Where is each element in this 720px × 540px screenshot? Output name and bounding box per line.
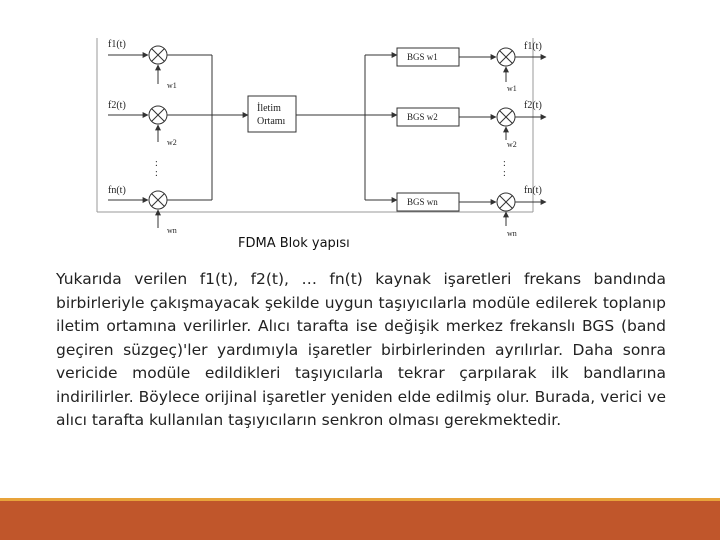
- filter-output-arrows: [459, 57, 496, 202]
- rx-distribution-bus: [296, 55, 365, 200]
- rx-continuation-dots-2: :: [503, 168, 506, 179]
- rx-carrier-label-w1: w1: [507, 84, 517, 93]
- tx-summing-bus: [167, 55, 212, 200]
- rx-carrier-label-wn: wn: [507, 229, 517, 238]
- rx-multiplier-2: [497, 108, 515, 126]
- tx-multiplier-n: [149, 191, 167, 209]
- channel-label-line2: Ortamı: [257, 116, 286, 127]
- rx-continuation-dots: :: [503, 158, 506, 169]
- input-label-fn: fn(t): [108, 185, 126, 196]
- carrier-label-w2: w2: [167, 138, 177, 147]
- tx-continuation-dots: :: [155, 158, 158, 169]
- output-label-fn: fn(t): [524, 185, 542, 196]
- tx-multiplier-1: [149, 46, 167, 64]
- rx-output-arrows: [515, 57, 546, 202]
- tx-continuation-dots-2: :: [155, 168, 158, 179]
- footer-bar: [0, 501, 720, 540]
- filter-input-arrows: [365, 55, 397, 200]
- rx-carrier-label-w2: w2: [507, 140, 517, 149]
- fdma-block-diagram: [0, 0, 720, 240]
- carrier-label-wn: wn: [167, 226, 177, 235]
- bgs-filter-2-label: BGS w2: [407, 112, 438, 122]
- tx-input-arrows: [108, 55, 148, 200]
- body-paragraph: Yukarıda verilen f1(t), f2(t), … fn(t) kaynak işaretleri frekans bandında birbirleriyle çakışmayacak şekilde uygun taşıyıcılarla modüle edilerek toplanıp iletim ortamına verilirler. Alıcı tarafta ise değişik merkez frekanslı BGS (band geçiren süzgeç)'ler yardımıyla işaretler birbirlerinden ayrılırlar. Daha sonra vericide modüle edildikleri taşıyıcılarla tekrar çarpılarak ilk bandlarına indirilirler. Böylece orijinal işaretler yeniden elde edilmiş olur. Burada, verici ve alıcı tarafta kullanılan taşıyıcıların senkron olması gerekmektedir.: [56, 270, 666, 429]
- diagram-frame: [97, 38, 533, 212]
- output-label-f1: f1(t): [524, 41, 542, 52]
- tx-multiplier-2: [149, 106, 167, 124]
- carrier-label-w1: w1: [167, 81, 177, 90]
- channel-label-line1: İletim: [257, 103, 281, 114]
- rx-multiplier-n: [497, 193, 515, 211]
- input-label-f1: f1(t): [108, 39, 126, 50]
- bgs-filter-n-label: BGS wn: [407, 197, 438, 207]
- diagram-caption: FDMA Blok yapısı: [238, 236, 350, 251]
- output-label-f2: f2(t): [524, 100, 542, 111]
- bgs-filter-1-label: BGS w1: [407, 52, 438, 62]
- input-label-f2: f2(t): [108, 100, 126, 111]
- rx-multiplier-1: [497, 48, 515, 66]
